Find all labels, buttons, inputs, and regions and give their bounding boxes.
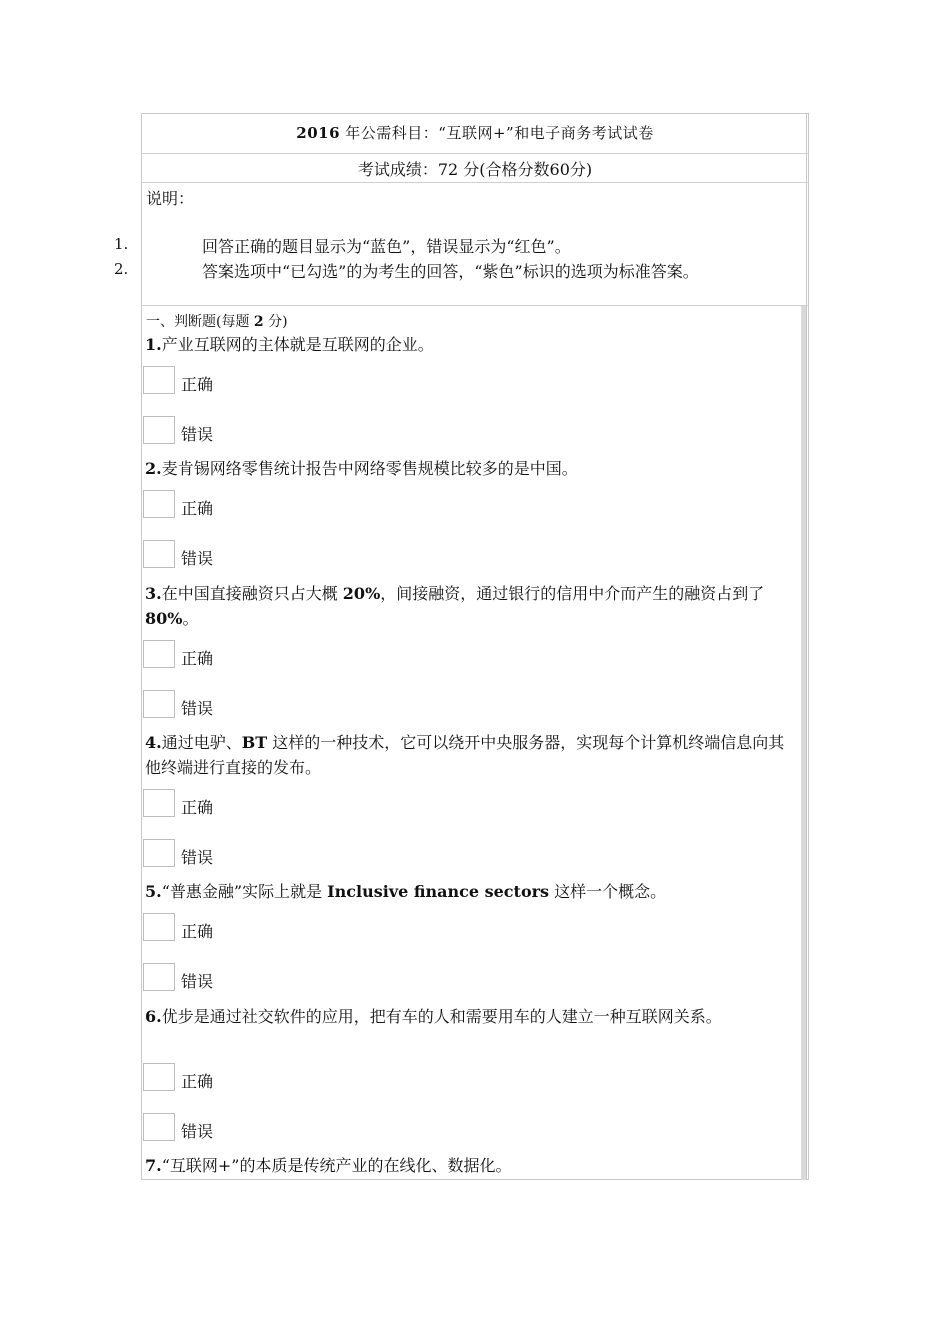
checkbox[interactable] <box>143 540 175 568</box>
exam-title: 2016 年公需科目：“互联网+”和电子商务考试试卷 <box>296 124 654 142</box>
frame-inner-border <box>806 113 807 1180</box>
checkbox[interactable] <box>143 640 175 668</box>
option-true[interactable]: 正确 <box>143 789 263 819</box>
question-7: 7.“互联网+”的本质是传统产业的在线化、数据化。 <box>145 1156 512 1175</box>
option-true[interactable]: 正确 <box>143 366 263 396</box>
checkbox[interactable] <box>143 913 175 941</box>
exam-score: 考试成绩：72 分(合格分数60分) <box>357 160 593 179</box>
divider-score <box>141 182 809 183</box>
divider-notes <box>141 305 809 306</box>
checkbox[interactable] <box>143 416 175 444</box>
option-true[interactable]: 正确 <box>143 640 263 670</box>
checkbox[interactable] <box>143 366 175 394</box>
option-false[interactable]: 错误 <box>143 963 263 993</box>
checkbox[interactable] <box>143 690 175 718</box>
checkbox[interactable] <box>143 1063 175 1091</box>
notes-heading: 说明： <box>146 189 195 208</box>
note-number: 2. <box>114 260 129 278</box>
option-false[interactable]: 错误 <box>143 1113 263 1143</box>
note-number: 1. <box>114 235 129 253</box>
option-false[interactable]: 错误 <box>143 690 263 720</box>
scrollbar[interactable] <box>801 306 806 1180</box>
option-true[interactable]: 正确 <box>143 1063 263 1093</box>
question-6: 6.优步是通过社交软件的应用，把有车的人和需要用车的人建立一种互联网关系。 <box>145 1007 722 1026</box>
checkbox[interactable] <box>143 963 175 991</box>
option-false[interactable]: 错误 <box>143 839 263 869</box>
note-text: 回答正确的题目显示为“蓝色”，错误显示为“红色”。 <box>202 237 571 256</box>
option-true[interactable]: 正确 <box>143 913 263 943</box>
question-5: 5.“普惠金融”实际上就是 Inclusive finance sectors 这样一个概念。 <box>145 882 667 901</box>
checkbox[interactable] <box>143 490 175 518</box>
note-text: 答案选项中“已勾选”的为考生的回答，“紫色”标识的选项为标准答案。 <box>202 262 699 281</box>
question-3: 3.在中国直接融资只占大概 20%，间接融资，通过银行的信用中介而产生的融资占到了 80%。 <box>145 584 765 628</box>
option-false[interactable]: 错误 <box>143 416 263 446</box>
section-heading: 一、判断题(每题 2 分) <box>146 314 288 330</box>
question-1: 1.产业互联网的主体就是互联网的企业。 <box>145 335 434 354</box>
checkbox[interactable] <box>143 789 175 817</box>
question-4: 4.通过电驴、BT 这样的一种技术，它可以绕开中央服务器，实现每个计算机终端信息向其他终端进行直接的发布。 <box>145 733 785 777</box>
option-false[interactable]: 错误 <box>143 540 263 570</box>
question-2: 2.麦肯锡网络零售统计报告中网络零售规模比较多的是中国。 <box>145 459 578 478</box>
checkbox[interactable] <box>143 839 175 867</box>
divider-title <box>141 153 809 154</box>
checkbox[interactable] <box>143 1113 175 1141</box>
option-true[interactable]: 正确 <box>143 490 263 520</box>
